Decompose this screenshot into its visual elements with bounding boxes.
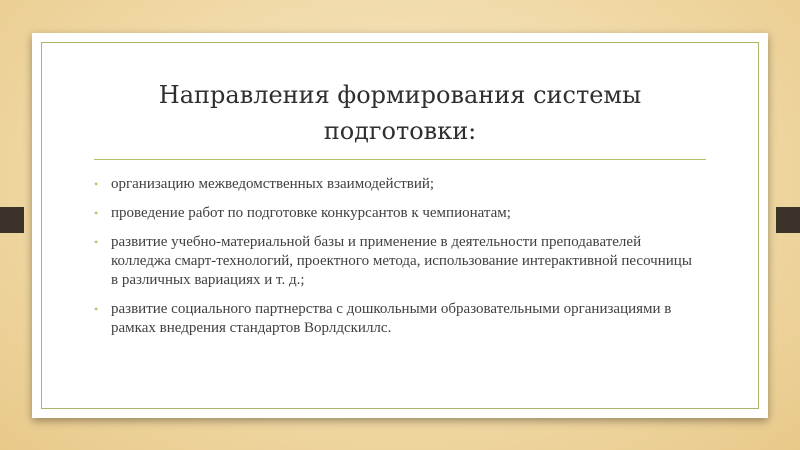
bullet-text: развитие социального партнерства с дошкольными образовательными организациями в рамках внедрения стандартов Ворлдскиллс.: [111, 301, 672, 336]
bullet-list: [94, 175, 694, 348]
bullet-icon: •: [94, 235, 99, 249]
bullet-icon: •: [94, 302, 99, 316]
bullet-icon: •: [94, 206, 99, 220]
slide-card: [32, 33, 768, 418]
slide-title: Направления формирования системы подготовки:: [158, 81, 642, 145]
bullet-text: организацию межведомственных взаимодействий;: [111, 176, 435, 192]
list-item: [94, 204, 694, 223]
right-edge-tab: [776, 207, 800, 233]
bullet-text: проведение работ по подготовке конкурсантов к чемпионатам;: [111, 205, 511, 221]
list-item: [94, 300, 694, 338]
list-item: [94, 233, 694, 290]
bullet-text: развитие учебно-материальной базы и применение в деятельности преподавателей колледжа смарт-технологий, проектного метода, использование интерактивной песочницы в различных вариациях и т. д.;: [111, 234, 692, 288]
list-item: [94, 175, 694, 194]
title-divider: [94, 159, 706, 160]
bullet-icon: •: [94, 177, 99, 191]
left-edge-tab: [0, 207, 24, 233]
